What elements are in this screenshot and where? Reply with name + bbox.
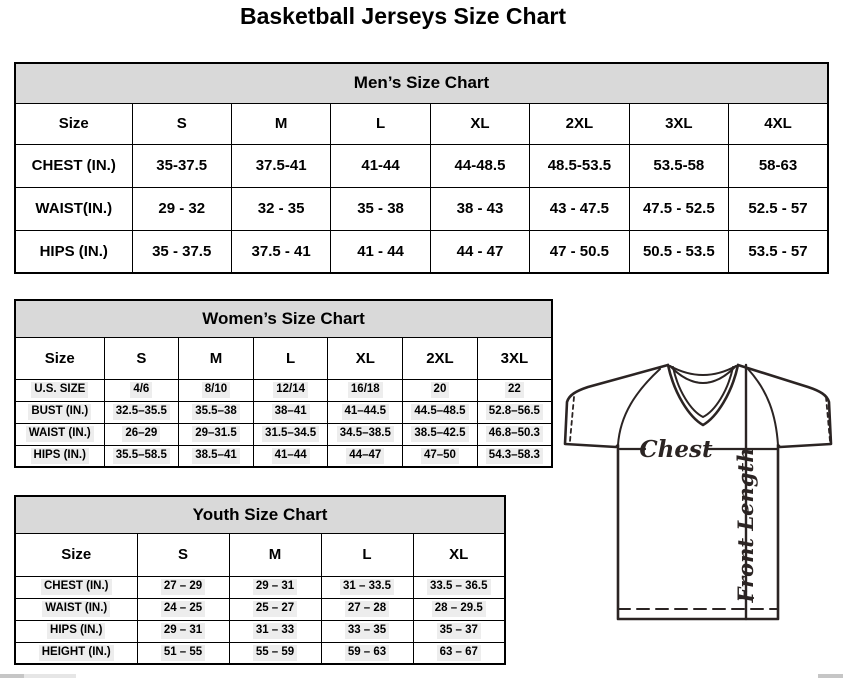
womens-size-table (14, 299, 553, 468)
size-value: 29 - 32 (132, 187, 231, 230)
size-value: 41–44.5 (328, 401, 403, 423)
row-label: HEIGHT (IN.) (15, 642, 137, 664)
table-row (15, 642, 505, 664)
size-value: 8/10 (179, 379, 254, 401)
size-value: 44 - 47 (430, 230, 529, 273)
row-label: CHEST (IN.) (15, 576, 137, 598)
size-value: 38.5–42.5 (403, 423, 478, 445)
h-scrollbar-right-button[interactable] (818, 674, 843, 678)
col-header: Size (15, 103, 132, 144)
table-row (15, 576, 505, 598)
page-title: Basketball Jerseys Size Chart (239, 3, 566, 29)
size-value: 54.3–58.3 (477, 445, 552, 467)
size-value: 26–29 (104, 423, 179, 445)
col-header: XL (430, 103, 529, 144)
row-label: CHEST (IN.) (15, 144, 132, 187)
chest-label: Chest (639, 436, 713, 463)
size-value: 47 - 50.5 (530, 230, 629, 273)
size-value: 16/18 (328, 379, 403, 401)
col-header: Size (15, 337, 104, 379)
size-value: 51 – 55 (137, 642, 229, 664)
size-value: 63 – 67 (413, 642, 505, 664)
table-row (15, 144, 828, 187)
size-value: 35.5–38 (179, 401, 254, 423)
mens-table-title: Men’s Size Chart (15, 63, 828, 103)
col-header: Size (15, 533, 137, 576)
size-value: 46.8–50.3 (477, 423, 552, 445)
size-value: 12/14 (253, 379, 328, 401)
size-value: 53.5-58 (629, 144, 728, 187)
size-value: 55 – 59 (229, 642, 321, 664)
size-value: 31 – 33.5 (321, 576, 413, 598)
table-row (15, 620, 505, 642)
womens-table-title: Women’s Size Chart (15, 300, 552, 337)
size-value: 29–31.5 (179, 423, 254, 445)
col-header: 3XL (477, 337, 552, 379)
youth-table-title: Youth Size Chart (15, 496, 505, 533)
col-header: L (253, 337, 328, 379)
row-label: WAIST(IN.) (15, 187, 132, 230)
col-header: L (331, 103, 430, 144)
size-value: 41 - 44 (331, 230, 430, 273)
size-value: 25 – 27 (229, 598, 321, 620)
row-label: HIPS (IN.) (15, 445, 104, 467)
size-value: 22 (477, 379, 552, 401)
size-value: 27 – 28 (321, 598, 413, 620)
size-value: 37.5-41 (231, 144, 330, 187)
col-header: XL (413, 533, 505, 576)
table-row (15, 598, 505, 620)
table-row (15, 445, 552, 467)
size-value: 44-48.5 (430, 144, 529, 187)
col-header: XL (328, 337, 403, 379)
size-value: 35.5–58.5 (104, 445, 179, 467)
row-label: HIPS (IN.) (15, 230, 132, 273)
size-value: 38 - 43 (430, 187, 529, 230)
mens-size-table (14, 62, 829, 274)
size-value: 35-37.5 (132, 144, 231, 187)
size-value: 47.5 - 52.5 (629, 187, 728, 230)
size-value: 37.5 - 41 (231, 230, 330, 273)
size-value: 33.5 – 36.5 (413, 576, 505, 598)
col-header: 2XL (403, 337, 478, 379)
table-row (15, 379, 552, 401)
col-header: M (229, 533, 321, 576)
size-value: 59 – 63 (321, 642, 413, 664)
size-value: 28 – 29.5 (413, 598, 505, 620)
row-label: BUST (IN.) (15, 401, 104, 423)
col-header: 3XL (629, 103, 728, 144)
size-value: 48.5-53.5 (530, 144, 629, 187)
col-header: S (104, 337, 179, 379)
table-row (15, 401, 552, 423)
col-header: M (231, 103, 330, 144)
size-value: 20 (403, 379, 478, 401)
row-label: HIPS (IN.) (15, 620, 137, 642)
size-value: 4/6 (104, 379, 179, 401)
size-value: 29 – 31 (229, 576, 321, 598)
size-value: 34.5–38.5 (328, 423, 403, 445)
size-value: 35 – 37 (413, 620, 505, 642)
size-value: 41-44 (331, 144, 430, 187)
col-header: 4XL (729, 103, 828, 144)
size-value: 38–41 (253, 401, 328, 423)
size-value: 29 – 31 (137, 620, 229, 642)
table-row (15, 187, 828, 230)
col-header: 2XL (530, 103, 629, 144)
col-header: L (321, 533, 413, 576)
col-header: S (137, 533, 229, 576)
jersey-measurement-diagram (556, 356, 843, 626)
size-value: 31.5–34.5 (253, 423, 328, 445)
size-value: 24 – 25 (137, 598, 229, 620)
size-value: 32 - 35 (231, 187, 330, 230)
table-row (15, 230, 828, 273)
size-value: 35 - 38 (331, 187, 430, 230)
front-length-label: Front Length (733, 447, 758, 603)
size-value: 44.5–48.5 (403, 401, 478, 423)
size-value: 47–50 (403, 445, 478, 467)
youth-size-table (14, 495, 506, 665)
size-value: 52.8–56.5 (477, 401, 552, 423)
table-row (15, 423, 552, 445)
size-value: 43 - 47.5 (530, 187, 629, 230)
h-scrollbar-thumb[interactable] (0, 674, 24, 678)
size-value: 38.5–41 (179, 445, 254, 467)
row-label: WAIST (IN.) (15, 598, 137, 620)
size-value: 35 - 37.5 (132, 230, 231, 273)
size-value: 31 – 33 (229, 620, 321, 642)
size-value: 58-63 (729, 144, 828, 187)
size-value: 50.5 - 53.5 (629, 230, 728, 273)
size-value: 53.5 - 57 (729, 230, 828, 273)
jersey-outline-icon (556, 356, 843, 626)
row-label: WAIST (IN.) (15, 423, 104, 445)
col-header: S (132, 103, 231, 144)
size-value: 52.5 - 57 (729, 187, 828, 230)
size-value: 32.5–35.5 (104, 401, 179, 423)
size-value: 33 – 35 (321, 620, 413, 642)
row-label: U.S. SIZE (15, 379, 104, 401)
size-value: 27 – 29 (137, 576, 229, 598)
size-value: 41–44 (253, 445, 328, 467)
col-header: M (179, 337, 254, 379)
size-value: 44–47 (328, 445, 403, 467)
